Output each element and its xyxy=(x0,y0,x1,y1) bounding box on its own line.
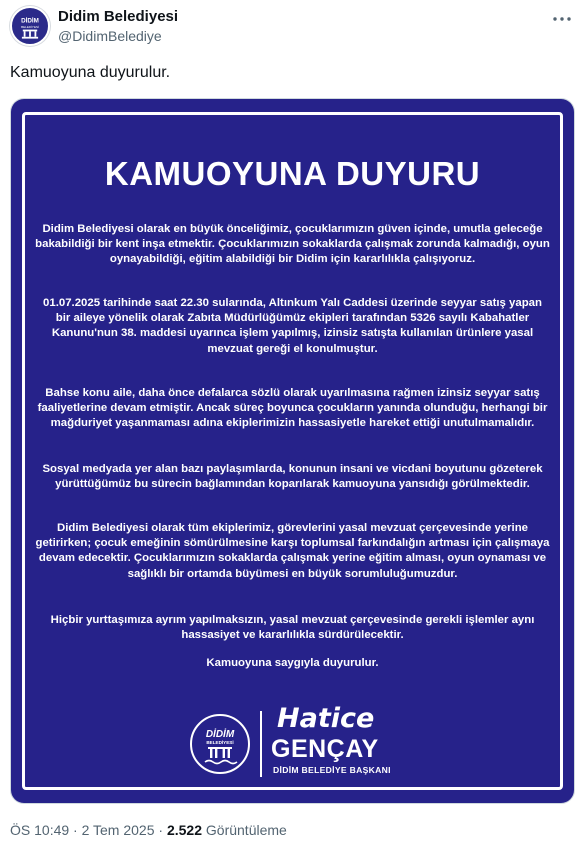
avatar-logo-icon xyxy=(12,8,48,44)
poster-paragraph: Hiçbir yurttaşımıza ayrım yapılmaksızın, yasal mevzuat çerçevesinde gerekli işlemler aynı hassasiyet ve kararlılıkla sürdürülecektir. xyxy=(50,614,535,642)
tweet-text: Kamuoyuna duyurulur. xyxy=(10,64,171,81)
municipality-seal-icon xyxy=(189,713,251,775)
poster-paragraph: Didim Belediyesi olarak tüm ekiplerimiz, görevlerini yasal mevzuat çerçevesinde yerine getirirken; çocuk emeğinin sömürülmesine karşı toplumsal farkındalığın artması için çalışmaya devam edecektir. Çocuklarımızın sokaklarda çalışmak yerine eğitim alması, oyun oynaması ve sağlıklı bir ortamda büyümesi en büyük sorumluluğumuzdur. xyxy=(35,522,550,580)
tweet-meta xyxy=(10,822,287,838)
signature-divider xyxy=(260,711,262,777)
svg-text:DİDİM: DİDİM xyxy=(205,729,235,740)
display-name[interactable]: Didim Belediyesi xyxy=(58,8,179,25)
svg-text:DİDİM: DİDİM xyxy=(21,17,39,25)
poster-paragraph: Bahse konu aile, daha önce defalarca sözlü olarak uyarılmasına rağmen izinsiz seyyar satış faaliyetlerine devam etmiştir. Ancak süreç boyunca çocukların yanında olunduğu, herhangi bir mağduriyet yaşanmaması adına ekiplerimizin hassasiyetle hareket ettiği unutulmamalıdır. xyxy=(37,387,548,430)
handle[interactable]: @DidimBelediye xyxy=(58,28,162,44)
views-label: Görüntüleme xyxy=(202,822,287,838)
more-horizontal-icon[interactable] xyxy=(551,8,573,30)
svg-text:BELEDİYESİ: BELEDİYESİ xyxy=(21,24,39,29)
poster-paragraph: Sosyal medyada yer alan bazı paylaşımlarda, konunun insani ve vicdani boyutunu gözeterek yürüttüğümüz bu sürecin bağlamından koparılarak kamuoyuna yansıdığı görülmektedir. xyxy=(42,463,543,491)
avatar[interactable] xyxy=(10,6,50,46)
poster-frame xyxy=(22,112,563,790)
poster-paragraph: 01.07.2025 tarihinde saat 22.30 sularında, Altınkum Yalı Caddesi üzerinde seyyar satış yapan bir aileye yönelik olarak Zabıta Müdürlüğümüz ekipleri tarafından 5326 sayılı Kabahatler Kanunu'nun 38. maddesi uyarınca işlem yapılmış, izinsiz satışta kullanılan ürünlere yasal mevzuat gereği el konulmuştur. xyxy=(43,297,542,355)
signature-title: DİDİM BELEDİYE BAŞKANI xyxy=(273,765,391,775)
views-count: 2.522 xyxy=(166,822,202,838)
announcement-poster xyxy=(11,99,574,803)
poster-paragraph: Didim Belediyesi olarak en büyük önceliğimiz, çocuklarımızın güven içinde, umutla geleceğe bakabildiği bir kent inşa etmektir. Çocuklarımızın sokaklarda çalışmak zorunda kalmadığı, oyun oynayabildiği, eğitim alabildiği bir Didim için kararlılıkla çalışıyoruz. xyxy=(35,223,550,266)
tweet-header xyxy=(10,6,575,52)
poster-paragraph: Kamuoyuna saygıyla duyurulur. xyxy=(206,657,379,669)
signature-name: Hatice xyxy=(277,703,375,734)
tweet-media[interactable] xyxy=(10,98,575,804)
poster-title: KAMUOYUNA DUYURU xyxy=(104,155,481,192)
timestamp[interactable]: ÖS 10:49 · 2 Tem 2025 · xyxy=(10,822,167,838)
svg-text:BELEDİYESİ: BELEDİYESİ xyxy=(206,740,234,745)
signature-surname: GENÇAY xyxy=(271,735,379,763)
